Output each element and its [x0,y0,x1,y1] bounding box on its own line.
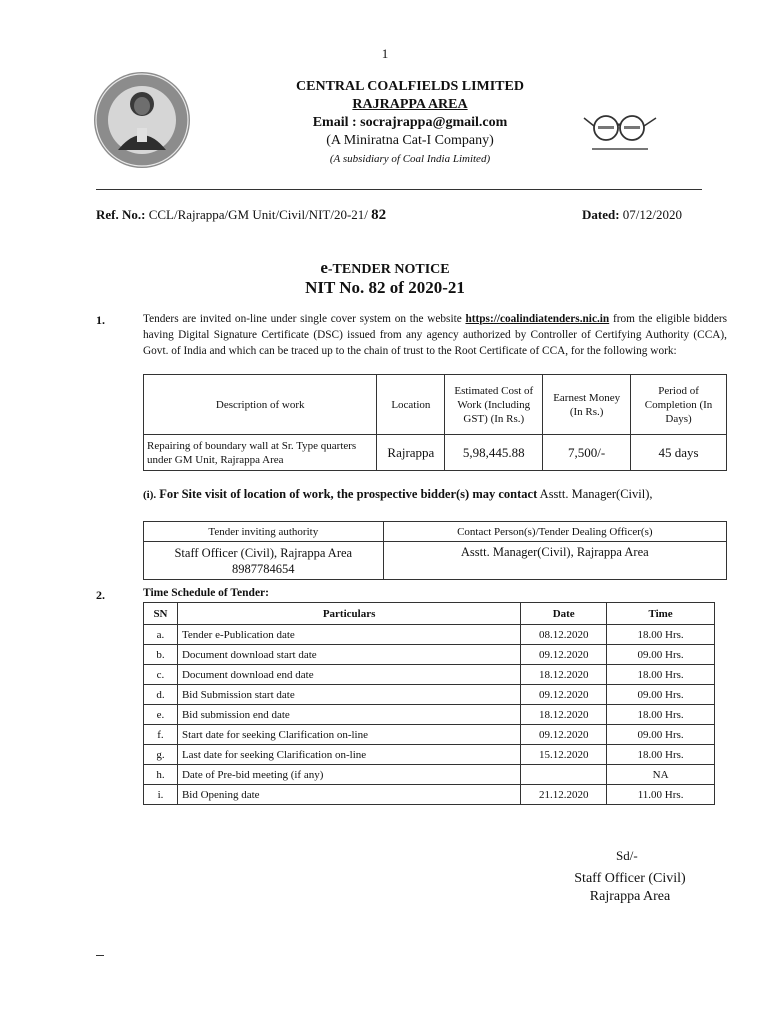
notice-e: e [320,258,328,277]
row-date: 09.12.2020 [521,685,607,705]
header-location: Location [377,375,445,435]
work-period: 45 days [631,435,727,471]
table-row [144,542,727,580]
table-row [144,685,715,705]
header-description: Description of work [144,375,377,435]
para-text-before: Tenders are invited on-line under single cover system on the website [143,313,466,325]
row-time: 09.00 Hrs. [607,645,715,665]
authority-name: Staff Officer (Civil), Rajrappa Area [174,545,353,560]
header-particulars: Particulars [177,603,520,625]
row-particular: Date of Pre-bid meeting (if any) [177,765,520,785]
work-emd: 7,500/- [543,435,631,471]
row-time: 11.00 Hrs. [607,785,715,805]
header-estimated-cost: Estimated Cost of Work (Including GST) (In Rs.) [445,375,543,435]
contact-table-header [144,522,727,542]
row-date: 08.12.2020 [521,625,607,645]
nit-number: NIT No. 82 of 2020-21 [305,278,465,297]
notice-title [0,258,770,278]
table-row [144,745,715,765]
work-description: Repairing of boundary wall at Sr. Type quarters under GM Unit, Rajrappa Area [144,435,377,471]
date-line [582,207,682,223]
signatory-title: Staff Officer (Civil) [574,871,686,886]
row-particular: Document download end date [177,665,520,685]
section-1-number: 1. [96,313,105,327]
row-date: 18.12.2020 [521,705,607,725]
row-sn: d. [144,685,178,705]
header-period: Period of Completion (In Days) [631,375,727,435]
email: Email : socrajrappa@gmail.com [312,115,508,130]
row-time: 18.00 Hrs. [607,665,715,685]
centenary-portrait-logo [92,70,192,170]
table-row [144,765,715,785]
table-row [144,785,715,805]
section-1-paragraph [143,311,727,359]
row-particular: Start date for seeking Clarification on-line [177,725,520,745]
table-row [144,645,715,665]
row-date: 09.12.2020 [521,725,607,745]
row-date: 15.12.2020 [521,745,607,765]
site-visit-note [143,486,727,504]
row-date: 21.12.2020 [521,785,607,805]
signatory-area: Rajrappa Area [589,889,671,904]
row-particular: Bid Submission start date [177,685,520,705]
row-sn: b. [144,645,178,665]
reference-number [96,207,386,224]
table-row [144,665,715,685]
row-time: 09.00 Hrs. [607,725,715,745]
schedule-title: Time Schedule of Tender: [143,587,269,599]
header-date: Date [521,603,607,625]
dated-label: Dated: [582,207,620,222]
contact-table [143,521,727,580]
row-sn: c. [144,665,178,685]
row-time: 18.00 Hrs. [607,745,715,765]
row-particular: Bid submission end date [177,705,520,725]
site-visit-normal: Asstt. Manager(Civil), [537,487,653,501]
section-2-number: 2. [96,588,105,602]
subsidiary-line: (A subsidiary of Coal India Limited) [329,153,491,165]
authority-phone: 8987784654 [232,561,295,576]
table-row [144,435,727,471]
header-earnest-money: Earnest Money (In Rs.) [543,375,631,435]
work-table-header [144,375,727,435]
site-visit-bold: For Site visit of location of work, the prospective bidder(s) may contact [156,487,538,501]
row-date [521,765,607,785]
notice-title-text: -TENDER NOTICE [327,262,450,277]
miniratna-line: (A Miniratna Cat-I Company) [326,133,494,148]
header-contact: Contact Person(s)/Tender Dealing Officer(s) [383,522,726,542]
signed-mark: Sd/- [616,848,638,863]
table-row [144,705,715,725]
site-visit-prefix: (i). [143,489,157,501]
row-time: NA [607,765,715,785]
tender-authority [144,542,384,580]
work-table [143,374,727,471]
row-date: 09.12.2020 [521,645,607,665]
row-sn: h. [144,765,178,785]
ref-label: Ref. No.: [96,207,146,222]
row-sn: g. [144,745,178,765]
contact-person: Asstt. Manager(Civil), Rajrappa Area [383,542,726,580]
ref-number: 82 [371,207,387,223]
para-text-after: from the eligible bidders having Digital Signature Certificate (DSC) issued from any agency authorized by Controller of Certifying Authority (CCA), Govt. of India and which can be traced up to the chain of trust to the Root Certificate of CCA, for the following work: [143,313,727,357]
footer-mark [96,955,104,956]
header-sn: SN [144,603,178,625]
dated-value: 07/12/2020 [622,207,683,222]
letterhead [200,78,620,168]
row-particular: Document download start date [177,645,520,665]
row-particular: Bid Opening date [177,785,520,805]
table-row [144,625,715,645]
row-sn: a. [144,625,178,645]
row-date: 18.12.2020 [521,665,607,685]
table-row [144,725,715,745]
row-time: 18.00 Hrs. [607,625,715,645]
header-divider [96,189,702,190]
row-particular: Tender e-Publication date [177,625,520,645]
work-location: Rajrappa [377,435,445,471]
schedule-header [144,603,715,625]
row-particular: Last date for seeking Clarification on-line [177,745,520,765]
row-time: 09.00 Hrs. [607,685,715,705]
work-cost: 5,98,445.88 [445,435,543,471]
company-name: CENTRAL COALFIELDS LIMITED [296,79,524,94]
row-sn: f. [144,725,178,745]
header-authority: Tender inviting authority [144,522,384,542]
schedule-table [143,602,715,805]
ref-value: CCL/Rajrappa/GM Unit/Civil/NIT/20-21/ [148,207,368,222]
row-sn: i. [144,785,178,805]
row-time: 18.00 Hrs. [607,705,715,725]
area-name: RAJRAPPA AREA [352,97,468,112]
header-time: Time [607,603,715,625]
page-number: 1 [381,46,389,61]
row-sn: e. [144,705,178,725]
signatory-block [540,870,720,906]
tender-website-link[interactable]: https://coalindiatenders.nic.in [465,313,610,325]
